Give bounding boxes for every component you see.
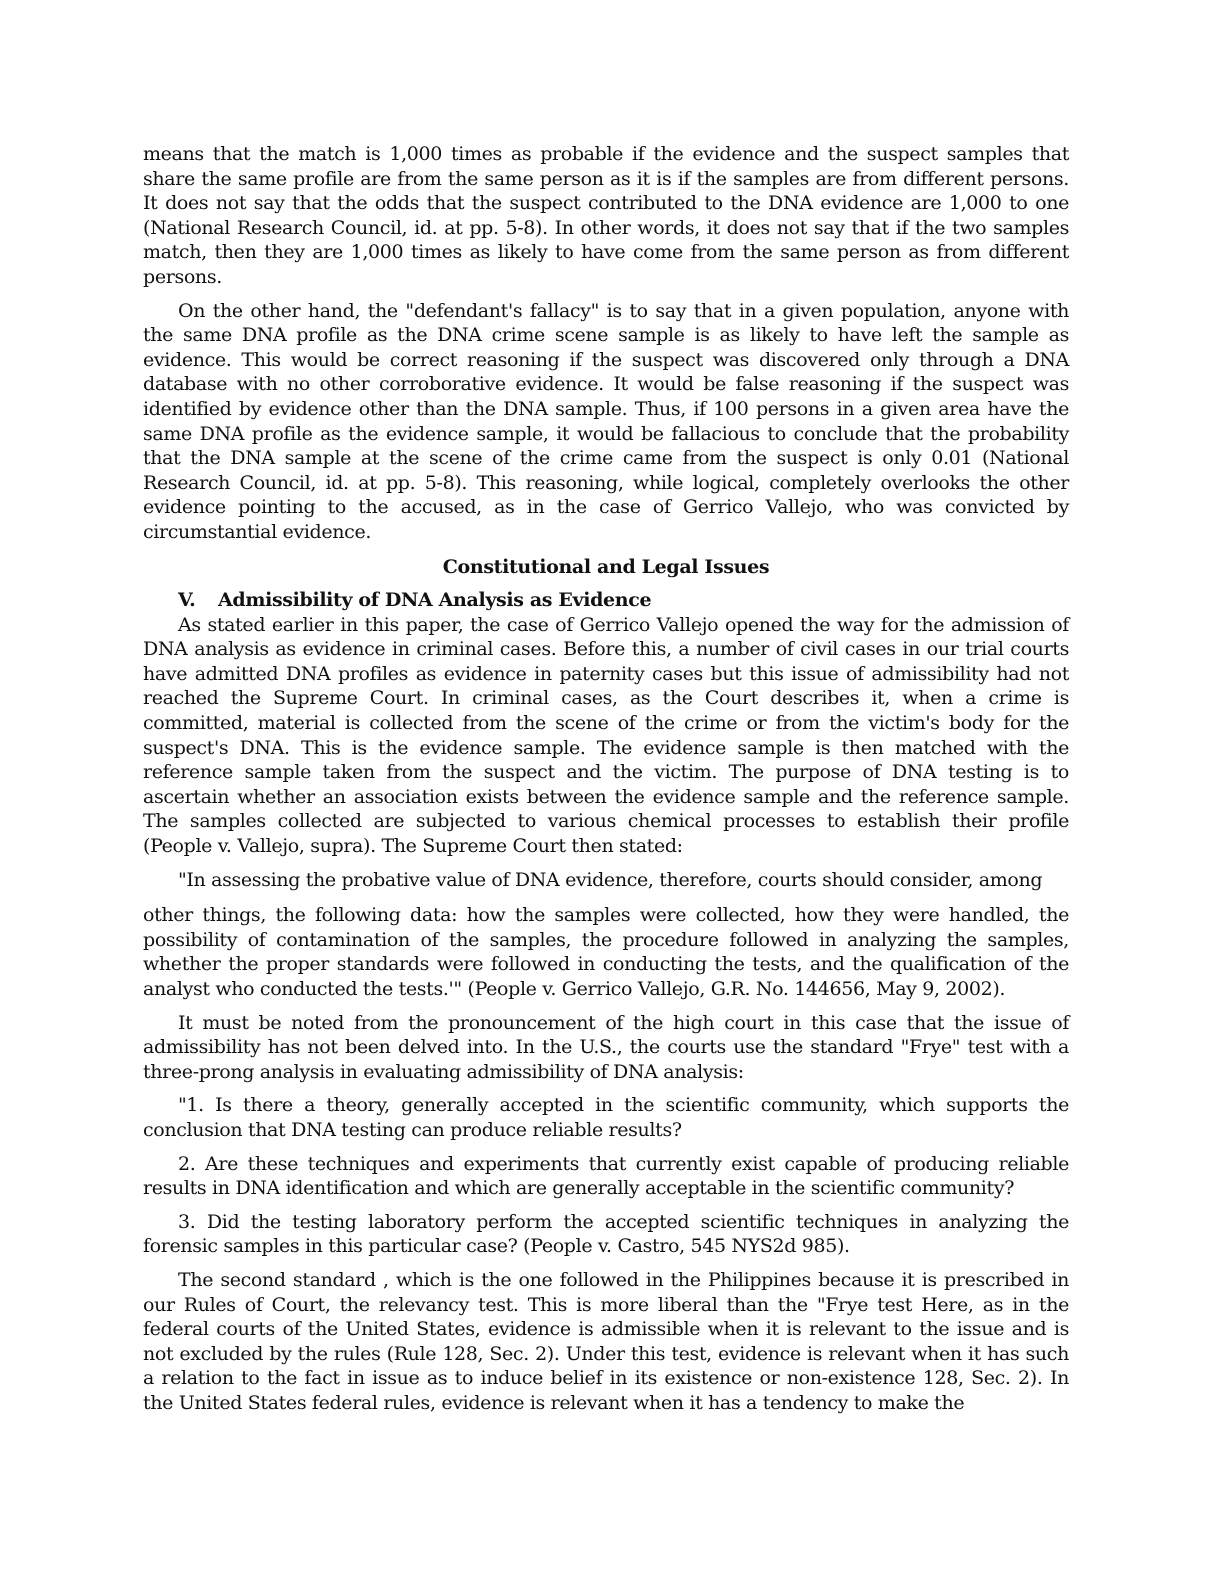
- section-number: V.: [178, 589, 196, 612]
- section-heading-admissibility: [143, 588, 1069, 613]
- heading-constitutional-legal-issues: Constitutional and Legal Issues: [442, 555, 770, 578]
- paragraph-defendants-fallacy: On the other hand, the "defendant's fallacy" is to say that in a given population, anyone with the same DNA profile as the DNA crime scene sample is as likely to have left the sample as evidence. This would be correct reasoning if the suspect was discovered only through a DNA database with no other corroborative evidence. It would be false reasoning if the suspect was identified by evidence other than the DNA sample. Thus, if 100 persons in a given area have the same DNA profile as the evidence sample, it would be fallacious to conclude that the probability that the DNA sample at the scene of the crime came from the suspect is only 0.01 (National Research Council, id. at pp. 5-8). This reasoning, while logical, completely overlooks the other evidence pointing to the accused, as in the case of Gerrico Vallejo, who was convicted by circumstantial evidence.: [143, 299, 1069, 543]
- list-item-frye-1: "1. Is there a theory, generally accepted in the scientific community, which supports the conclusion that DNA testing can produce reliable results?: [143, 1094, 1069, 1141]
- paragraph-frye-test: It must be noted from the pronouncement of the high court in this case that the issue of admissibility has not been delved into. In the U.S., the courts use the standard "Frye" test with a three-prong analysis in evaluating admissibility of DNA analysis:: [143, 1011, 1069, 1083]
- section-title: Admissibility of DNA Analysis as Evidence: [218, 589, 652, 612]
- paragraph-vallejo-case: As stated earlier in this paper, the case of Gerrico Vallejo opened the way for the admission of DNA analysis as evidence in criminal cases. Before this, a number of civil cases in our trial courts have admitted DNA profiles as evidence in paternity cases but this issue of admissibility had not reached the Supreme Court. In criminal cases, as the Court describes it, when a crime is committed, material is collected from the scene of the crime or from the victim's body for the suspect's DNA. This is the evidence sample. The evidence sample is then matched with the reference sample taken from the suspect and the victim. The purpose of DNA testing is to ascertain whether an association exists between the evidence sample and the reference sample. The samples collected are subjected to various chemical processes to establish their profile (People v. Vallejo, supra). The Supreme Court then stated:: [143, 613, 1069, 858]
- document-page: [143, 142, 1069, 1416]
- paragraph-likelihood-ratio: means that the match is 1,000 times as probable if the evidence and the suspect samples that share the same profile are from the same person as it is if the samples are from different persons. It does not say that the odds that the suspect contributed to the DNA evidence are 1,000 to one (National Research Council, id. at pp. 5-8). In other words, it does not say that if the two samples match, then they are 1,000 times as likely to have come from the same person as from different persons.: [143, 143, 1069, 288]
- list-item-frye-3: 3. Did the testing laboratory perform the accepted scientific techniques in analyzing the forensic samples in this particular case? (People v. Castro, 545 NYS2d 985).: [143, 1210, 1069, 1258]
- quote-probative-value-first-line: "In assessing the probative value of DNA evidence, therefore, courts should consider, among: [178, 868, 1043, 891]
- paragraph-relevancy-test: The second standard , which is the one followed in the Philippines because it is prescribed in our Rules of Court, the relevancy test. This is more liberal than the "Frye test Here, as in the federal courts of the United States, evidence is admissible when it is relevant to the issue and is not excluded by the rules (Rule 128, Sec. 2). Under this test, evidence is relevant when it has such a relation to the fact in issue as to induce belief in its existence or non-existence 128, Sec. 2). In the United States federal rules, evidence is relevant when it has a tendency to make the: [143, 1268, 1069, 1414]
- list-item-frye-2: 2. Are these techniques and experiments that currently exist capable of producing reliable results in DNA identification and which are generally acceptable in the scientific community?: [143, 1152, 1069, 1200]
- quote-probative-value-continued: other things, the following data: how the samples were collected, how they were handled, the possibility of contamination of the samples, the procedure followed in analyzing the samples, whether the proper standards were followed in conducting the tests, and the qualification of the analyst who conducted the tests.'" (People v. Gerrico Vallejo, G.R. No. 144656, May 9, 2002).: [143, 904, 1069, 1000]
